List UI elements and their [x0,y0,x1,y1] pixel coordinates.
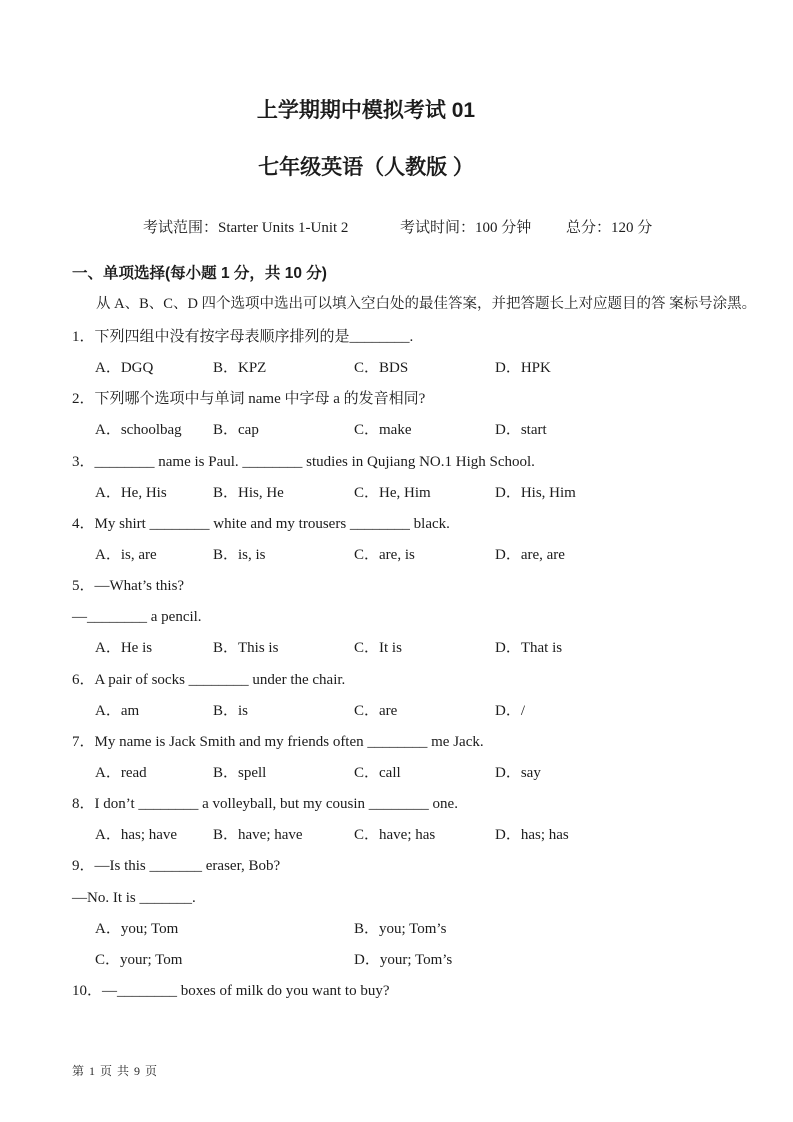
option: A．is, are [95,546,157,563]
question-stem-line [72,976,752,1007]
exam-total-score: 总分：120 分 [566,220,653,236]
option: B．you; Tom’s [354,920,447,937]
option: D．His, Him [495,484,576,501]
question-stem: 下列四组中没有按字母表顺序排列的是________. [94,329,414,345]
option: C．your; Tom [95,951,183,968]
question-stem: I don’t ________ a volleyball, but my cousin ________ one. [94,796,458,813]
question-continuation [72,602,752,633]
question-stem: —________ boxes of milk do you want to buy? [102,982,390,999]
options-row [72,758,752,789]
question-stem-line [72,447,752,478]
option: A．you; Tom [95,920,179,937]
question-number: 3． [72,453,95,470]
option: B．spell [213,764,267,781]
option: D．are, are [495,546,565,563]
option: C．are [354,702,398,719]
option: D．start [495,422,547,439]
exam-meta-row [0,216,793,240]
option: C．It is [354,640,402,657]
question-list [72,322,752,1007]
question-stem-line [72,384,752,415]
question-number: 9． [72,858,95,875]
option: A．He, His [95,484,167,501]
question-stem: A pair of socks ________ under the chair. [94,671,346,688]
option: A．DGQ [95,360,154,377]
question-continuation-text: —________ a pencil. [72,609,202,626]
option: A．read [95,764,147,781]
question-stem-line [72,571,752,602]
question-stem-line [72,727,752,758]
option: B．is, is [213,546,266,563]
question-stem: —Is this _______ eraser, Bob? [94,858,281,875]
question-number: 4． [72,515,95,532]
exam-title: 上学期期中模拟考试 01 [256,99,476,122]
option: B．His, He [213,484,284,501]
option: A．am [95,702,140,719]
options-row [72,945,752,976]
options-row [72,478,752,509]
option: A．has; have [95,827,178,844]
options-row [72,353,752,384]
question-number: 6． [72,671,95,688]
option: A．schoolbag [95,422,182,439]
option: C．call [354,764,401,781]
question-stem: My shirt ________ white and my trousers ________ black. [94,515,450,532]
question-continuation [72,883,752,914]
exam-duration: 考试时间：100 分钟 [400,220,532,236]
question-stem-line [72,665,752,696]
question-stem-line [72,789,752,820]
question-number: 10． [72,982,103,999]
question-continuation-text: —No. It is _______. [72,889,196,906]
question-number: 2． [72,391,95,408]
option: B．KPZ [213,360,267,377]
question-number: 8． [72,796,95,813]
section-instruction: 从 A、B、C、D 四个选项中选出可以填入空白处的最佳答案，并把答题长上对应题目的答 案标号涂黑。 [96,296,757,312]
question-number: 7． [72,733,95,750]
question-stem-line [72,509,752,540]
question-stem: —What’s this? [94,578,185,595]
option: C．He, Him [354,484,431,501]
option: C．make [354,422,412,439]
question-stem-line [72,851,752,882]
section-heading: 一、单项选择(每小题 1 分，共 10 分) [72,265,327,282]
options-row [72,820,752,851]
option: D．That is [495,640,563,657]
option: D．has; has [495,827,569,844]
exam-subtitle: 七年级英语（人教版 ） [258,156,474,179]
options-row [72,633,752,664]
question-stem: My name is Jack Smith and my friends often ________ me Jack. [94,733,484,750]
option: D．your; Tom’s [354,951,453,968]
question-stem: ________ name is Paul. ________ studies in Qujiang NO.1 High School. [94,453,535,470]
option: D．HPK [495,360,551,377]
question-stem-line [72,322,752,353]
question-stem: 下列哪个选项中与单词 name 中字母 a 的发音相同? [94,391,426,408]
option: D．/ [495,702,526,719]
option: B．This is [213,640,279,657]
option: C．BDS [354,360,409,377]
options-row [72,415,752,446]
option: B．is [213,702,249,719]
option: D．say [495,764,541,781]
exam-scope: 考试范围：Starter Units 1-Unit 2 [143,220,349,236]
option: B．cap [213,422,259,439]
question-number: 1． [72,329,95,345]
page-number: 第 1 页 共 9 页 [72,1064,159,1078]
option: A．He is [95,640,153,657]
options-row [72,696,752,727]
question-number: 5． [72,578,95,595]
options-row [72,914,752,945]
options-row [72,540,752,571]
option: C．are, is [354,546,415,563]
option: C．have; has [354,827,436,844]
option: B．have; have [213,827,303,844]
